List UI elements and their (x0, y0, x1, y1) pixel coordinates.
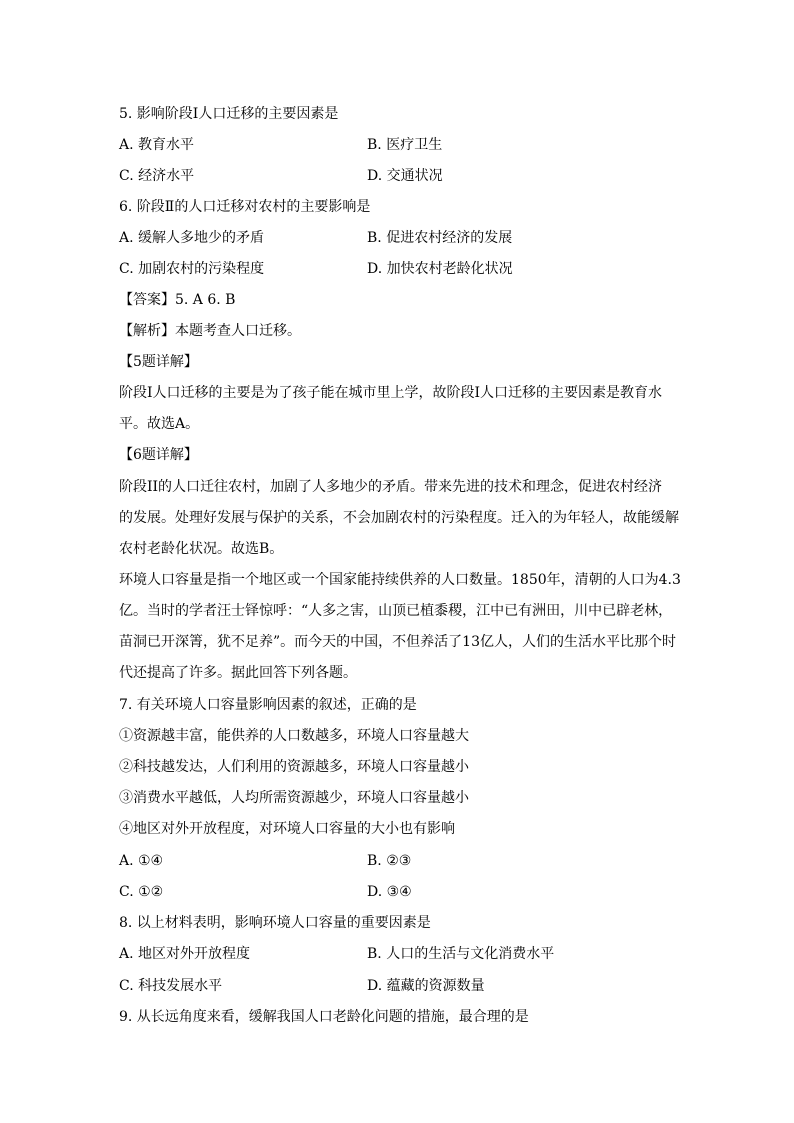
material-line: 亿。当时的学者汪士铎惊呼：“人多之害，山顶已植黍稷，江中已有洲田，川中已辟老林， (119, 603, 673, 619)
detail-5-heading: 【5题详解】 (119, 354, 198, 370)
question-5-option-c: C. 经济水平 (119, 168, 195, 184)
question-6-option-b: B. 促进农村经济的发展 (367, 230, 513, 246)
detail-6-line: 的发展。处理好发展与保护的关系，不会加剧农村的污染程度。迁入的为年轻人，故能缓解 (119, 510, 679, 526)
question-6-option-c: C. 加剧农村的污染程度 (119, 261, 265, 277)
question-5-option-a: A. 教育水平 (119, 137, 195, 153)
question-7-stem: 7. 有关环境人口容量影响因素的叙述，正确的是 (119, 697, 417, 713)
detail-5-line: 平。故选A。 (119, 416, 200, 432)
material-line: 环境人口容量是指一个地区或一个国家能持续供养的人口数量。1850年，清朝的人口为4.3 (119, 572, 681, 588)
question-5-option-b: B. 医疗卫生 (367, 137, 443, 153)
question-5-stem: 5. 影响阶段Ⅰ人口迁移的主要因素是 (119, 106, 339, 122)
question-7-item: ③消费水平越低，人均所需资源越少，环境人口容量越小 (119, 790, 469, 806)
detail-6-heading: 【6题详解】 (119, 447, 198, 463)
question-7-item: ①资源越丰富，能供养的人口数越多，环境人口容量越大 (119, 728, 469, 744)
question-8-option-c: C. 科技发展水平 (119, 978, 223, 994)
question-7-option-a: A. ①④ (119, 853, 164, 869)
question-8-stem: 8. 以上材料表明，影响环境人口容量的重要因素是 (119, 915, 431, 931)
question-7-option-d: D. ③④ (367, 884, 412, 900)
question-8-option-a: A. 地区对外开放程度 (119, 946, 251, 962)
question-9-stem: 9. 从长远角度来看，缓解我国人口老龄化问题的措施，最合理的是 (119, 1009, 529, 1025)
analysis-line: 【解析】本题考查人口迁移。 (119, 323, 301, 339)
question-7-item: ④地区对外开放程度，对环境人口容量的大小也有影响 (119, 821, 455, 837)
answer-line: 【答案】5. A 6. B (119, 292, 236, 308)
question-6-stem: 6. 阶段Ⅱ的人口迁移对农村的主要影响是 (119, 199, 371, 215)
question-8-option-d: D. 蕴藏的资源数量 (367, 978, 485, 994)
detail-5-line: 阶段Ⅰ人口迁移的主要是为了孩子能在城市里上学，故阶段Ⅰ人口迁移的主要因素是教育水 (119, 385, 663, 401)
detail-6-line: 阶段II的人口迁往农村，加剧了人多地少的矛盾。带来先进的技术和理念，促进农村经济 (119, 479, 663, 495)
question-7-option-b: B. ②③ (367, 853, 412, 869)
material-line: 代还提高了许多。据此回答下列各题。 (119, 665, 357, 681)
detail-6-line: 农村老龄化状况。故选B。 (119, 541, 284, 557)
question-8-option-b: B. 人口的生活与文化消费水平 (367, 946, 555, 962)
question-7-option-c: C. ①② (119, 884, 164, 900)
material-line: 苗洞已开深箐，犹不足养”。而今天的中国，不但养活了13亿人，人们的生活水平比那个时 (119, 634, 676, 650)
question-5-option-d: D. 交通状况 (367, 168, 443, 184)
question-7-item: ②科技越发达，人们利用的资源越多，环境人口容量越小 (119, 759, 469, 775)
question-6-option-a: A. 缓解人多地少的矛盾 (119, 230, 265, 246)
question-6-option-d: D. 加快农村老龄化状况 (367, 261, 513, 277)
